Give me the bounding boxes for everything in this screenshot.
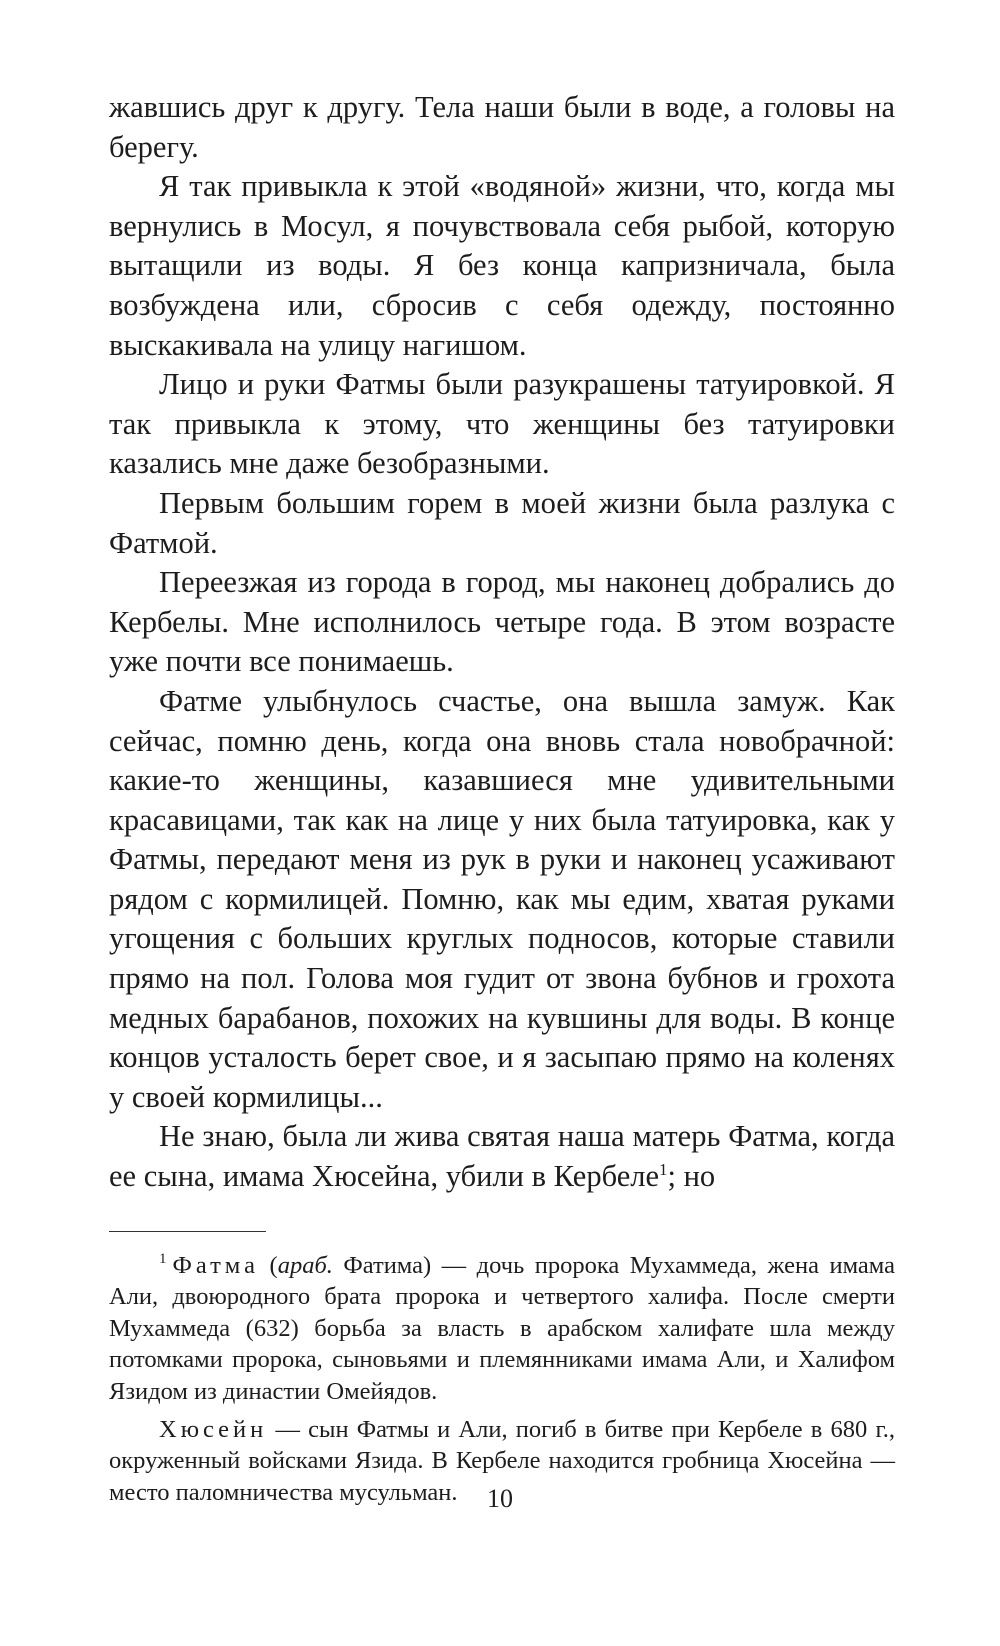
paragraph-6: Фатме улыбнулось счастье, она вышла замуж. Как сейчас, помню день, когда она вновь стала новобрачной: какие-то женщины, казавшиеся мне удивительными красавицами, так как на лице у них была татуировка, как у Фатмы, передают меня из рук в руки и наконец усаживают рядом с кормилицей. Помню, как мы едим, хватая руками угощения с больших круглых подносов, которые ставили прямо на пол. Голова моя гудит от звона бубнов и грохота медных барабанов, похожих на кувшины для воды. В конце концов усталость берет свое, и я засыпаю прямо на коленях у своей кормилицы...: [109, 683, 895, 1114]
paragraph-1: жавшись друг к другу. Тела наши были в воде, а головы на берегу.: [109, 90, 895, 164]
paragraph-2: Я так привыкла к этой «водяной» жизни, что, когда мы вернулись в Мосул, я почувствовала себя рыбой, которую вытащили из воды. Я без конца капризничала, была возбуждена или, сбросив с себя одежду, постоянно выскакивала на улицу нагишом.: [109, 169, 895, 362]
footnote-separator: [109, 1231, 266, 1232]
footnote-1-open: (: [259, 1251, 278, 1279]
footnote-2-rest: — сын Фатмы и Али, погиб в битве при Кербеле в 680 г., окруженный войсками Язида. В Кербеле находится гробница Хюсейна — место паломничества мусульман.: [109, 1415, 895, 1506]
footnote-1-marker: 1: [159, 1251, 167, 1268]
footnote-2-term: Хюсейн: [159, 1415, 268, 1443]
footnote-1-term: Фатма: [172, 1251, 260, 1279]
footnotes: [109, 1250, 895, 1509]
footnote-reference: 1: [659, 1159, 668, 1179]
paragraph-7-tail: ; но: [667, 1159, 716, 1194]
paragraph-5: Переезжая из города в город, мы наконец добрались до Кербелы. Мне исполнилось четыре года. В этом возрасте уже почти все понимаешь.: [109, 565, 895, 679]
page-content: [109, 88, 895, 1508]
main-text: [109, 88, 895, 1197]
footnote-1-rest: Фатима) — дочь пророка Мухаммеда, жена имама Али, двоюродного брата пророка и четвертого халифа. После смерти Мухаммеда (632) борьба за власть в арабском халифате шла между потомками пророка, сыновьями и племянниками имама Али, и Халифом Язидом из династии Омейядов.: [109, 1251, 896, 1405]
paragraph-3: Лицо и руки Фатмы были разукрашены татуировкой. Я так привыкла к этому, что женщины без татуировки казались мне даже безобразными.: [109, 367, 895, 481]
paragraph-7: [109, 1117, 895, 1196]
paragraph-7-text: Не знаю, была ли жива святая наша матерь Фатма, когда ее сына, имама Хюсейна, убили в Кербеле: [109, 1119, 895, 1194]
page-number: 10: [487, 1484, 513, 1513]
footnote-1: [109, 1250, 895, 1408]
footnote-1-abbr: араб.: [277, 1251, 333, 1279]
paragraph-4: Первым большим горем в моей жизни была разлука с Фатмой.: [109, 485, 895, 560]
